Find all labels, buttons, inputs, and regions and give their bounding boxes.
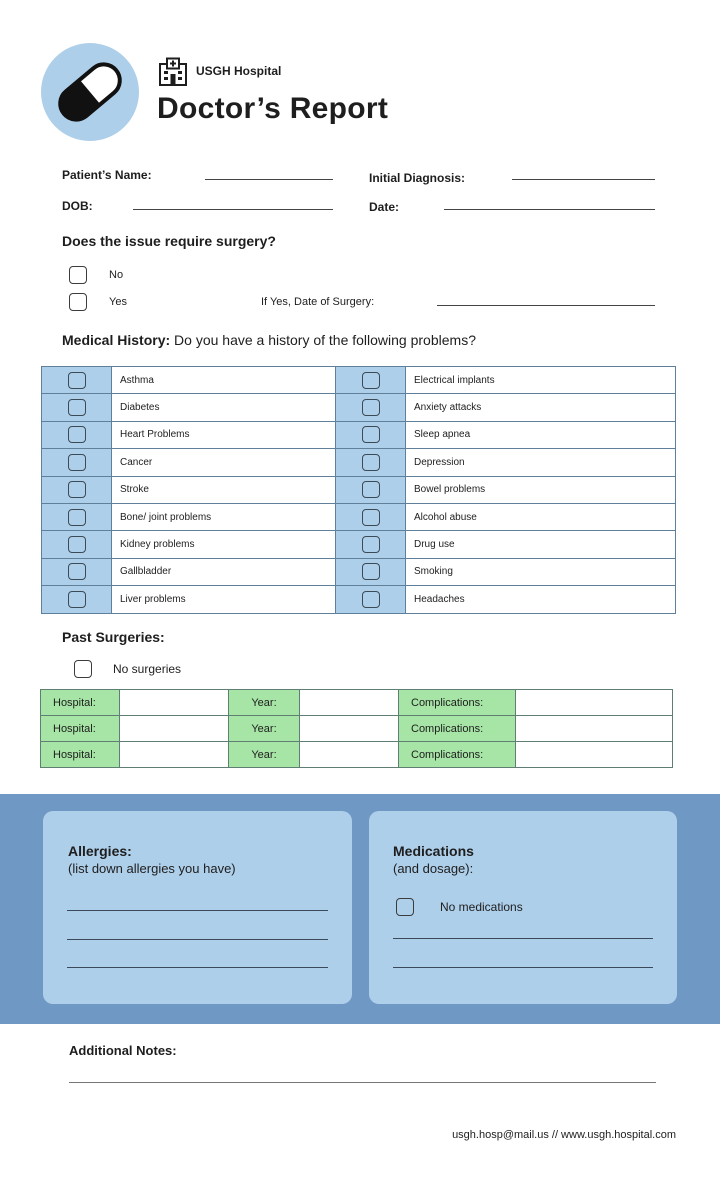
page-title: Doctor’s Report [157, 92, 389, 125]
hospital-label: Hospital: [41, 716, 120, 742]
stroke-checkbox[interactable] [68, 481, 86, 498]
surgery-no-checkbox[interactable] [69, 266, 87, 284]
initial-diagnosis-field[interactable] [512, 179, 655, 180]
history-item: Anxiety attacks [406, 394, 676, 421]
medications-line-2[interactable] [393, 967, 653, 968]
table-row [42, 449, 676, 476]
past-surgeries-title: Past Surgeries: [62, 629, 165, 645]
medical-history-title-bold: Medical History: [62, 332, 171, 348]
complications-label: Complications: [399, 742, 516, 768]
no-medications-checkbox[interactable] [396, 898, 414, 916]
year-label: Year: [229, 690, 300, 716]
anxiety-attacks-checkbox[interactable] [362, 399, 380, 416]
table-row [41, 716, 673, 742]
hospital-input[interactable] [120, 742, 229, 768]
medical-history-table [41, 366, 676, 614]
smoking-checkbox[interactable] [362, 563, 380, 580]
footer-contact: usgh.hosp@mail.us // www.usgh.hospital.com [452, 1129, 676, 1141]
diabetes-checkbox[interactable] [68, 399, 86, 416]
surgery-yes-checkbox[interactable] [69, 293, 87, 311]
history-item: Kidney problems [112, 531, 336, 558]
patient-name-field[interactable] [205, 179, 333, 180]
table-row [42, 367, 676, 394]
hospital-label: Hospital: [41, 742, 120, 768]
kidney-problems-checkbox[interactable] [68, 536, 86, 553]
table-row [42, 476, 676, 503]
medications-subtitle: (and dosage): [393, 861, 474, 876]
alcohol-abuse-checkbox[interactable] [362, 509, 380, 526]
dob-field[interactable] [133, 209, 333, 210]
hospital-input[interactable] [120, 690, 229, 716]
history-item: Asthma [112, 367, 336, 394]
year-label: Year: [229, 742, 300, 768]
table-row [42, 586, 676, 613]
medications-title: Medications [393, 843, 474, 859]
hospital-input[interactable] [120, 716, 229, 742]
surgery-date-field[interactable] [437, 305, 655, 306]
history-item: Headaches [406, 586, 676, 613]
allergies-line-2[interactable] [67, 939, 328, 940]
year-label: Year: [229, 716, 300, 742]
surgery-date-label: If Yes, Date of Surgery: [261, 296, 375, 308]
no-surgeries-label: No surgeries [113, 662, 182, 676]
history-item: Sleep apnea [406, 421, 676, 448]
allergies-line-3[interactable] [67, 967, 328, 968]
headaches-checkbox[interactable] [362, 591, 380, 608]
table-row [42, 394, 676, 421]
surgery-no-label: No [109, 269, 124, 281]
depression-checkbox[interactable] [362, 454, 380, 471]
hospital-icon [158, 57, 188, 87]
year-input[interactable] [300, 716, 399, 742]
history-item: Bowel problems [406, 476, 676, 503]
history-item: Drug use [406, 531, 676, 558]
history-item: Electrical implants [406, 367, 676, 394]
liver-problems-checkbox[interactable] [68, 591, 86, 608]
initial-diagnosis-label: Initial Diagnosis: [369, 171, 466, 185]
cancer-checkbox[interactable] [68, 454, 86, 471]
year-input[interactable] [300, 690, 399, 716]
allergies-line-1[interactable] [67, 910, 328, 911]
patient-name-label: Patient’s Name: [62, 168, 152, 182]
table-row [42, 503, 676, 530]
date-field[interactable] [444, 209, 655, 210]
history-item: Smoking [406, 558, 676, 585]
history-item: Depression [406, 449, 676, 476]
electrical-implants-checkbox[interactable] [362, 372, 380, 389]
allergies-title: Allergies: [68, 843, 132, 859]
asthma-checkbox[interactable] [68, 372, 86, 389]
history-item: Bone/ joint problems [112, 503, 336, 530]
medications-card [369, 811, 677, 1004]
additional-notes-title: Additional Notes: [69, 1043, 177, 1058]
medications-line-1[interactable] [393, 938, 653, 939]
table-row [42, 558, 676, 585]
allergies-subtitle: (list down allergies you have) [68, 861, 236, 876]
history-item: Liver problems [112, 586, 336, 613]
past-surgeries-table [40, 689, 673, 768]
heart-problems-checkbox[interactable] [68, 426, 86, 443]
additional-notes-field[interactable] [69, 1082, 656, 1083]
surgery-yes-label: Yes [109, 296, 127, 308]
bowel-problems-checkbox[interactable] [362, 481, 380, 498]
hospital-label: Hospital: [41, 690, 120, 716]
medical-history-title [62, 332, 476, 348]
year-input[interactable] [300, 742, 399, 768]
bone-joint-problems-checkbox[interactable] [68, 509, 86, 526]
surgery-question-title: Does the issue require surgery? [62, 233, 276, 249]
pill-icon [41, 43, 139, 141]
dob-label: DOB: [62, 199, 93, 213]
sleep-apnea-checkbox[interactable] [362, 426, 380, 443]
hospital-name: USGH Hospital [196, 64, 282, 78]
complications-label: Complications: [399, 690, 516, 716]
no-surgeries-checkbox[interactable] [74, 660, 92, 678]
no-medications-label: No medications [440, 900, 523, 914]
medical-history-title-rest: Do you have a history of the following problems? [174, 332, 476, 348]
allergies-card [43, 811, 352, 1004]
history-item: Cancer [112, 449, 336, 476]
drug-use-checkbox[interactable] [362, 536, 380, 553]
history-item: Alcohol abuse [406, 503, 676, 530]
table-row [41, 690, 673, 716]
table-row [42, 421, 676, 448]
history-item: Gallbladder [112, 558, 336, 585]
complications-input[interactable] [516, 742, 673, 768]
history-item: Heart Problems [112, 421, 336, 448]
date-label: Date: [369, 200, 400, 214]
table-row [41, 742, 673, 768]
table-row [42, 531, 676, 558]
gallbladder-checkbox[interactable] [68, 563, 86, 580]
complications-label: Complications: [399, 716, 516, 742]
history-item: Diabetes [112, 394, 336, 421]
history-item: Stroke [112, 476, 336, 503]
complications-input[interactable] [516, 716, 673, 742]
complications-input[interactable] [516, 690, 673, 716]
logo-circle [41, 43, 139, 141]
